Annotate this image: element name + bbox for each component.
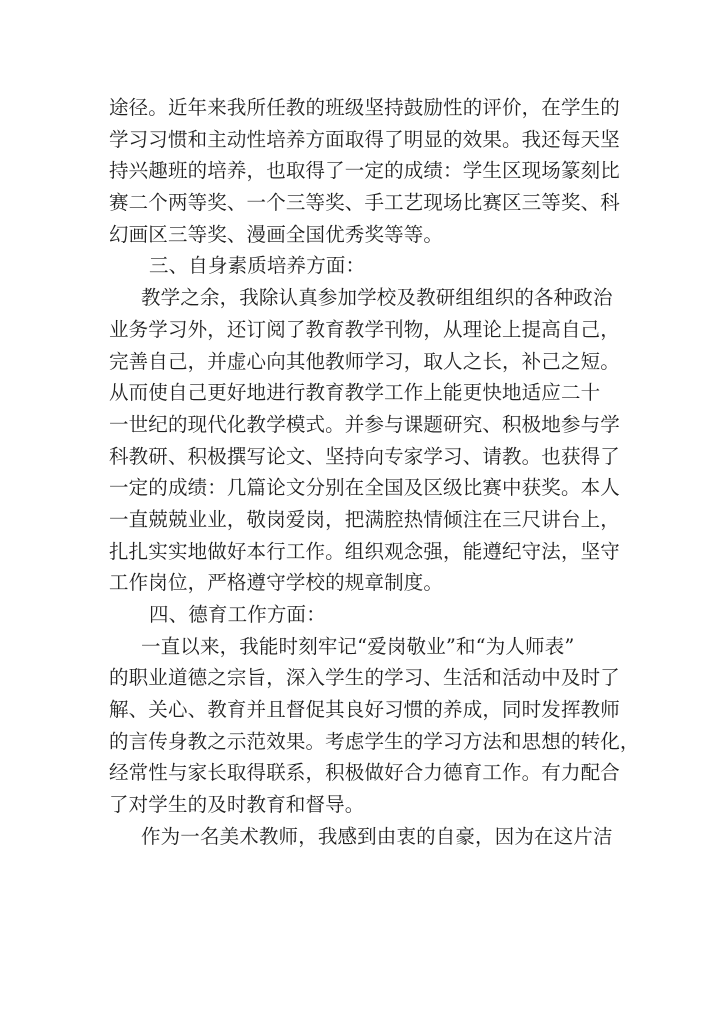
text-line: 的职业道德之宗旨，深入学生的学习、生活和活动中及时了 (109, 666, 620, 690)
text-line: 解、关心、教育并且督促其良好习惯的养成，同时发挥教师 (109, 698, 620, 722)
text-line: 一直兢兢业业，敬岗爱岗，把满腔热情倾注在三尺讲台上， (109, 507, 620, 531)
text-line: 持兴趣班的培养，也取得了一定的成绩：学生区现场篆刻比 (109, 159, 620, 183)
text-line: 教学之余，我除认真参加学校及教研组组织的各种政治 (141, 286, 613, 310)
text-line: 工作岗位，严格遵守学校的规章制度。 (109, 571, 444, 595)
text-line: 幻画区三等奖、漫画全国优秀奖等等。 (109, 222, 444, 246)
text-line: 从而使自己更好地进行教育教学工作上能更快地适应二十 (109, 381, 601, 405)
text-line: 的言传身教之示范效果。考虑学生的学习方法和思想的转化， (109, 729, 640, 753)
text-line: 途径。近年来我所任教的班级坚持鼓励性的评价，在学生的 (109, 96, 620, 119)
document-body (109, 92, 640, 853)
text-line: 学习习惯和主动性培养方面取得了明显的效果。我还每天坚 (109, 127, 620, 151)
text-line: 完善自己，并虚心向其他教师学习，取人之长，补己之短。 (109, 349, 620, 373)
text-line: 一定的成绩：几篇论文分别在全国及区级比赛中获奖。本人 (109, 476, 620, 500)
text-line: 了对学生的及时教育和督导。 (109, 793, 365, 817)
text-line: 科教研、积极撰写论文、坚持向专家学习、请教。也获得了 (109, 444, 620, 468)
text-line: 一世纪的现代化教学模式。并参与课题研究、积极地参与学 (109, 412, 620, 436)
section-heading: 三、自身素质培养方面： (149, 254, 366, 278)
section-heading: 四、德育工作方面： (149, 603, 326, 626)
text-line: 业务学习外，还订阅了教育教学刊物，从理论上提高自己， (109, 317, 620, 341)
text-line: 作为一名美术教师，我感到由衷的自豪，因为在这片洁 (141, 824, 613, 848)
text-line: 经常性与家长取得联系，积极做好合力德育工作。有力配合 (109, 761, 620, 785)
text-line: 一直以来，我能时刻牢记“爱岗敬业”和“为人师表” (141, 634, 575, 658)
text-line: 扎扎实实地做好本行工作。组织观念强，能遵纪守法，坚守 (109, 539, 620, 563)
text-line: 赛二个两等奖、一个三等奖、手工艺现场比赛区三等奖、科 (109, 191, 620, 215)
